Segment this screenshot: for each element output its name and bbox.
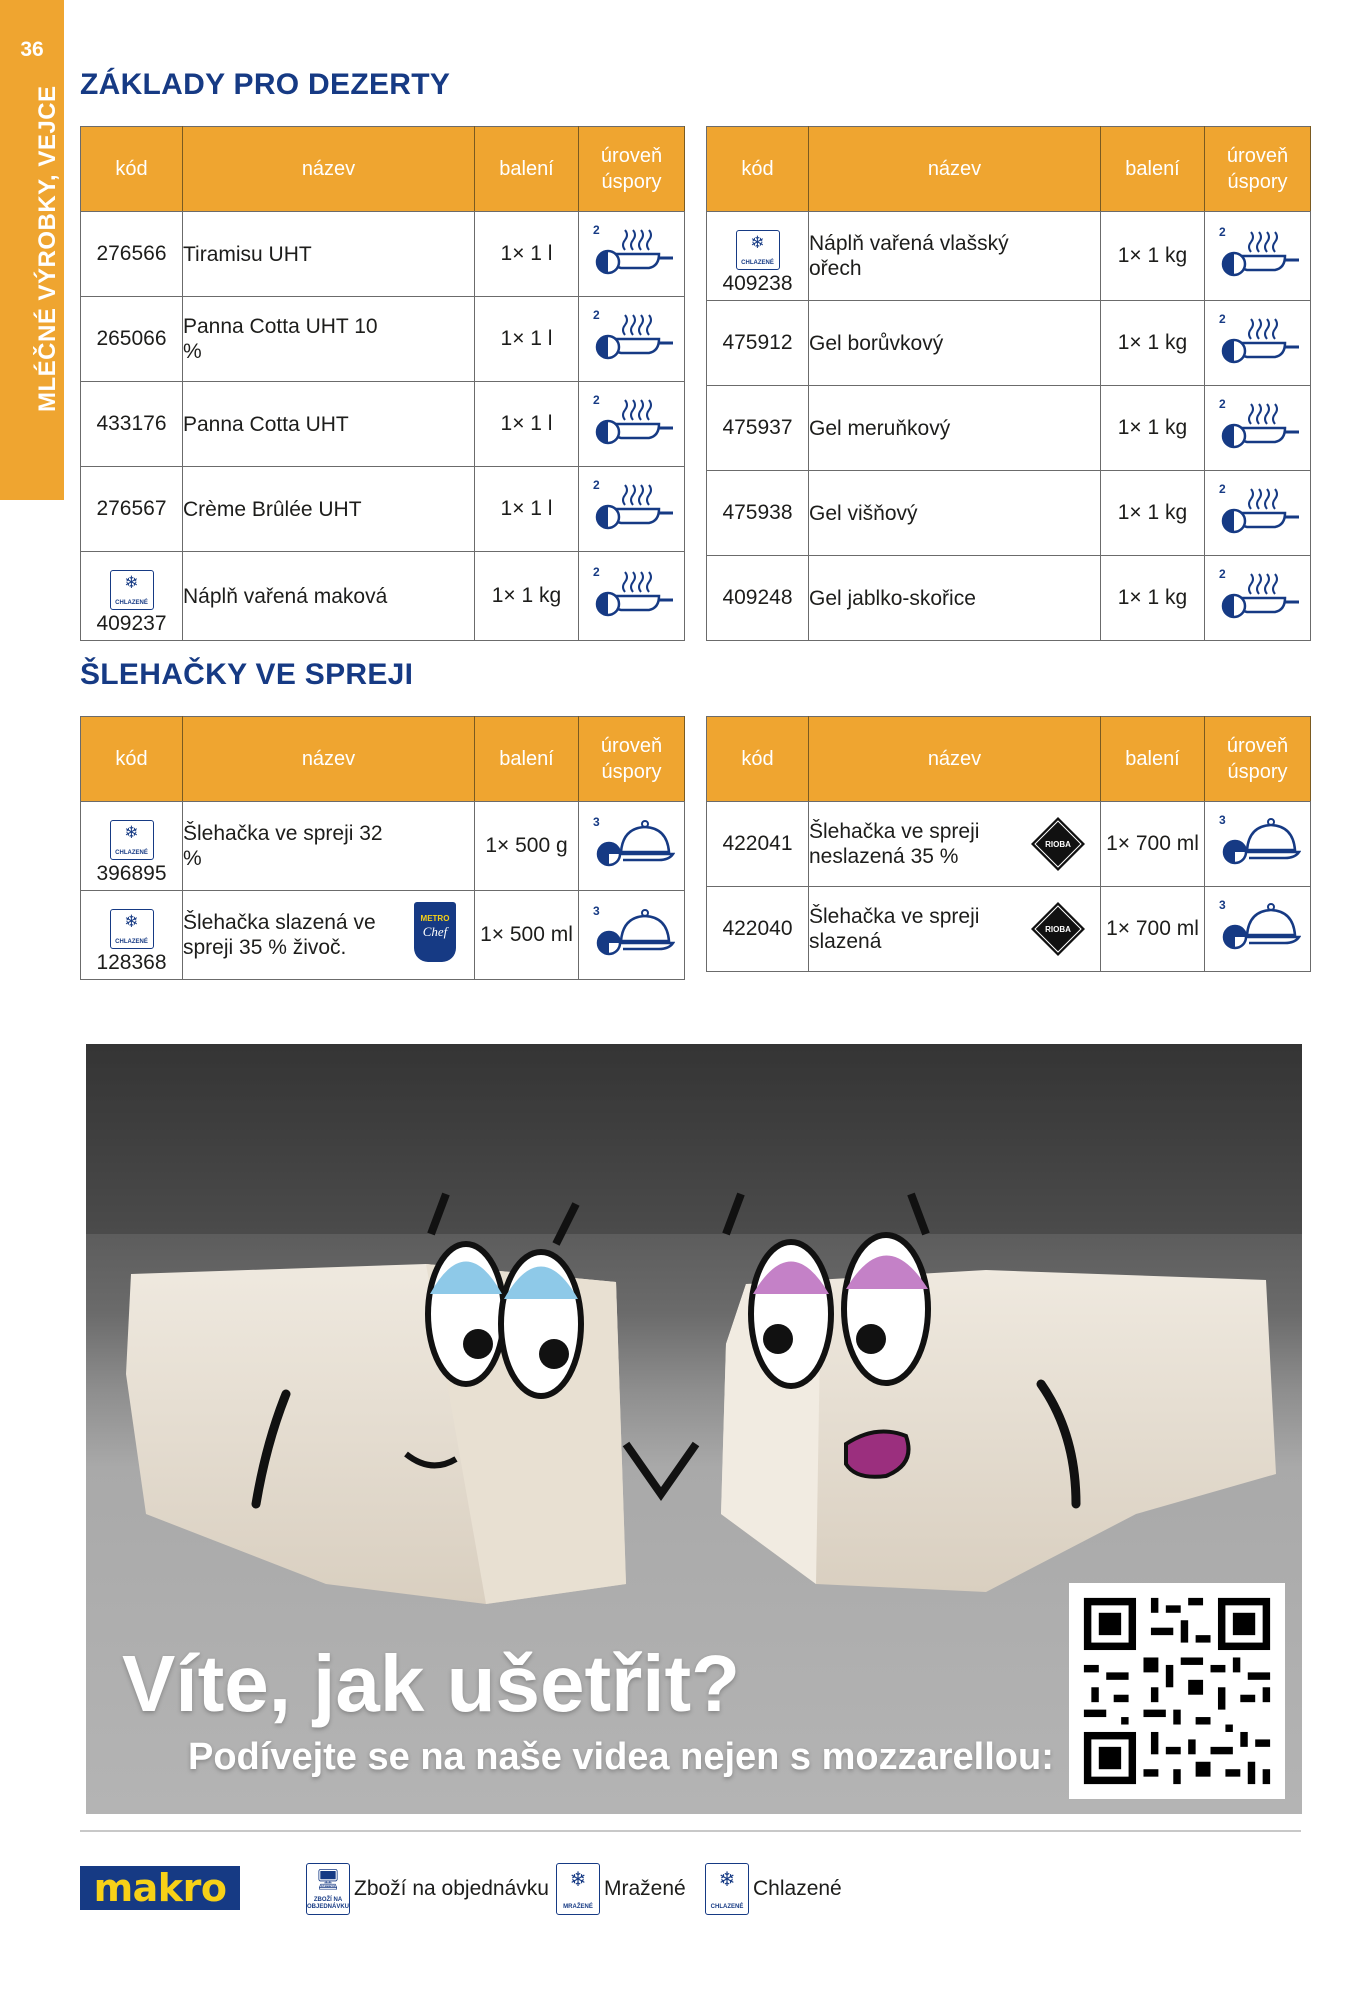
table-row xyxy=(81,467,685,552)
product-pack: 1× 1 l xyxy=(475,467,579,552)
product-table-dezerty-left xyxy=(80,126,685,641)
savings-level xyxy=(1205,802,1311,887)
savings-level-cloche-icon xyxy=(589,901,675,963)
product-code: 422041 xyxy=(707,802,809,887)
table-row xyxy=(81,552,685,641)
savings-level xyxy=(1205,471,1311,556)
legend-frozen xyxy=(556,1862,686,1916)
makro-logo: makro xyxy=(80,1866,240,1910)
product-pack: 1× 1 kg xyxy=(1101,212,1205,301)
savings-level-pan-icon xyxy=(1215,479,1301,541)
product-code: ❄ CHLAZENÉ 409238 xyxy=(707,212,809,301)
svg-text:2: 2 xyxy=(592,308,600,322)
savings-level-cloche-icon xyxy=(589,812,675,874)
table-header-row xyxy=(707,127,1311,212)
product-code: 475938 xyxy=(707,471,809,556)
product-name: Tiramisu UHT xyxy=(183,212,475,297)
product-name: Šlehačka slazená ve spreji 35 % živoč. METRO Chef xyxy=(183,891,475,980)
savings-level-cloche-icon xyxy=(1215,810,1301,872)
product-pack: 1× 1 kg xyxy=(1101,386,1205,471)
footer-divider xyxy=(80,1830,1301,1832)
product-name: Náplň vařená maková xyxy=(183,552,475,641)
table-row xyxy=(707,301,1311,386)
chilled-badge-icon: ❄ CHLAZENÉ xyxy=(110,909,154,949)
svg-text:RIOBA: RIOBA xyxy=(1045,840,1071,849)
savings-level xyxy=(579,297,685,382)
product-pack: 1× 1 kg xyxy=(1101,556,1205,641)
product-name: Gel borůvkový xyxy=(809,301,1101,386)
product-pack: 1× 700 ml xyxy=(1101,887,1205,972)
product-code: 422040 xyxy=(707,887,809,972)
header-savings: úroveň úspory xyxy=(579,717,685,802)
product-code: 409248 xyxy=(707,556,809,641)
svg-text:3: 3 xyxy=(592,815,600,829)
table-row xyxy=(707,386,1311,471)
chilled-badge-icon: ❄ CHLAZENÉ xyxy=(736,230,780,270)
legend-label-frozen: Mražené xyxy=(604,1877,686,1900)
savings-level xyxy=(1205,887,1311,972)
chilled-icon: ❄ CHLAZENÉ xyxy=(705,1863,749,1915)
savings-level xyxy=(1205,301,1311,386)
product-name: Šlehačka ve spreji 32 % xyxy=(183,802,475,891)
header-pack: balení xyxy=(475,127,579,212)
header-pack: balení xyxy=(1101,127,1205,212)
snowflake-icon: ❄ MRAŽENÉ xyxy=(556,1863,600,1915)
header-savings: úroveň úspory xyxy=(1205,127,1311,212)
savings-level xyxy=(579,212,685,297)
legend-label-chilled: Chlazené xyxy=(753,1877,842,1900)
svg-text:RIOBA: RIOBA xyxy=(1045,925,1071,934)
savings-level-pan-icon xyxy=(589,220,675,282)
savings-level-pan-icon xyxy=(589,305,675,367)
header-pack: balení xyxy=(475,717,579,802)
promo-subline: Podívejte se na naše videa nejen s mozzarellou: xyxy=(188,1736,1054,1778)
product-code: 475937 xyxy=(707,386,809,471)
product-pack: 1× 1 kg xyxy=(475,552,579,641)
product-name: Gel višňový xyxy=(809,471,1101,556)
product-code: 475912 xyxy=(707,301,809,386)
svg-text:2: 2 xyxy=(592,565,600,579)
savings-level-pan-icon xyxy=(589,475,675,537)
savings-level xyxy=(579,802,685,891)
table-row xyxy=(81,212,685,297)
product-pack: 1× 700 ml xyxy=(1101,802,1205,887)
savings-level-pan-icon xyxy=(1215,394,1301,456)
header-savings: úroveň úspory xyxy=(579,127,685,212)
svg-text:3: 3 xyxy=(592,904,600,918)
product-code: 276567 xyxy=(81,467,183,552)
header-name: název xyxy=(809,127,1101,212)
section-title-dezerty: ZÁKLADY PRO DEZERTY xyxy=(80,68,451,101)
svg-text:2: 2 xyxy=(592,223,600,237)
page-number: 36 xyxy=(20,38,44,61)
chilled-badge-icon: ❄ CHLAZENÉ xyxy=(110,820,154,860)
table-row xyxy=(81,802,685,891)
promo-headline: Víte, jak ušetřit? xyxy=(122,1639,740,1728)
metro-chef-logo: METRO Chef xyxy=(414,902,456,962)
svg-text:2: 2 xyxy=(592,478,600,492)
svg-text:2: 2 xyxy=(1218,312,1226,326)
header-pack: balení xyxy=(1101,717,1205,802)
chilled-badge-icon: ❄ CHLAZENÉ xyxy=(110,570,154,610)
savings-level xyxy=(579,467,685,552)
product-code: ❄ CHLAZENÉ 396895 xyxy=(81,802,183,891)
product-code: 433176 xyxy=(81,382,183,467)
savings-level xyxy=(579,552,685,641)
product-name: Crème Brûlée UHT xyxy=(183,467,475,552)
category-label: MLÉČNÉ VÝROBKY, VEJCE xyxy=(34,85,61,412)
table-row xyxy=(81,891,685,980)
header-code: kód xyxy=(707,127,809,212)
product-pack: 1× 500 ml xyxy=(475,891,579,980)
legend-order xyxy=(306,1862,549,1916)
savings-level-pan-icon xyxy=(1215,309,1301,371)
savings-level-pan-icon xyxy=(1215,222,1301,284)
savings-level-pan-icon xyxy=(589,562,675,624)
savings-level xyxy=(1205,386,1311,471)
legend-chilled xyxy=(705,1862,842,1916)
product-name: Šlehačka ve spreji slazená RIOBA xyxy=(809,887,1101,972)
table-header-row xyxy=(81,717,685,802)
product-name: Gel meruňkový xyxy=(809,386,1101,471)
table-row xyxy=(81,382,685,467)
product-pack: 1× 1 l xyxy=(475,382,579,467)
product-code: 276566 xyxy=(81,212,183,297)
svg-text:3: 3 xyxy=(1218,898,1226,912)
legend-label-order: Zboží na objednávku xyxy=(354,1877,549,1900)
header-name: název xyxy=(809,717,1101,802)
header-code: kód xyxy=(81,127,183,212)
product-name: Panna Cotta UHT 10 % xyxy=(183,297,475,382)
svg-text:3: 3 xyxy=(1218,813,1226,827)
header-name: název xyxy=(183,717,475,802)
svg-text:2: 2 xyxy=(1218,567,1226,581)
table-row xyxy=(707,556,1311,641)
header-name: název xyxy=(183,127,475,212)
table-row xyxy=(81,297,685,382)
section-title-spreje: ŠLEHAČKY VE SPREJI xyxy=(80,658,414,691)
savings-level xyxy=(579,382,685,467)
header-code: kód xyxy=(707,717,809,802)
rioba-logo xyxy=(1030,901,1086,957)
product-code: ❄ CHLAZENÉ 409237 xyxy=(81,552,183,641)
table-row xyxy=(707,887,1311,972)
product-name: Gel jablko-skořice xyxy=(809,556,1101,641)
qr-code[interactable] xyxy=(1069,1583,1285,1799)
table-row xyxy=(707,212,1311,301)
header-savings: úroveň úspory xyxy=(1205,717,1311,802)
table-header-row xyxy=(707,717,1311,802)
product-pack: 1× 1 l xyxy=(475,212,579,297)
product-name: Náplň vařená vlašský ořech xyxy=(809,212,1101,301)
savings-level-pan-icon xyxy=(589,390,675,452)
product-pack: 1× 1 l xyxy=(475,297,579,382)
table-row xyxy=(707,471,1311,556)
header-code: kód xyxy=(81,717,183,802)
table-row xyxy=(707,802,1311,887)
product-pack: 1× 500 g xyxy=(475,802,579,891)
savings-level-cloche-icon xyxy=(1215,895,1301,957)
product-name: Panna Cotta UHT xyxy=(183,382,475,467)
savings-level xyxy=(579,891,685,980)
product-table-spreje-right xyxy=(706,716,1311,972)
table-header-row xyxy=(81,127,685,212)
svg-text:2: 2 xyxy=(1218,397,1226,411)
product-pack: 1× 1 kg xyxy=(1101,301,1205,386)
rioba-logo xyxy=(1030,816,1086,872)
product-code: 265066 xyxy=(81,297,183,382)
svg-text:2: 2 xyxy=(1218,225,1226,239)
savings-level xyxy=(1205,212,1311,301)
product-code: ❄ CHLAZENÉ 128368 xyxy=(81,891,183,980)
product-pack: 1× 1 kg xyxy=(1101,471,1205,556)
order-icon: 🖥 ZBOŽÍ NA OBJEDNÁVKU xyxy=(306,1863,350,1915)
product-table-spreje-left xyxy=(80,716,685,980)
svg-text:2: 2 xyxy=(1218,482,1226,496)
product-name: Šlehačka ve spreji neslazená 35 % RIOBA xyxy=(809,802,1101,887)
savings-level xyxy=(1205,556,1311,641)
svg-text:2: 2 xyxy=(592,393,600,407)
product-table-dezerty-right xyxy=(706,126,1311,641)
savings-level-pan-icon xyxy=(1215,564,1301,626)
category-side-tab xyxy=(0,0,64,500)
